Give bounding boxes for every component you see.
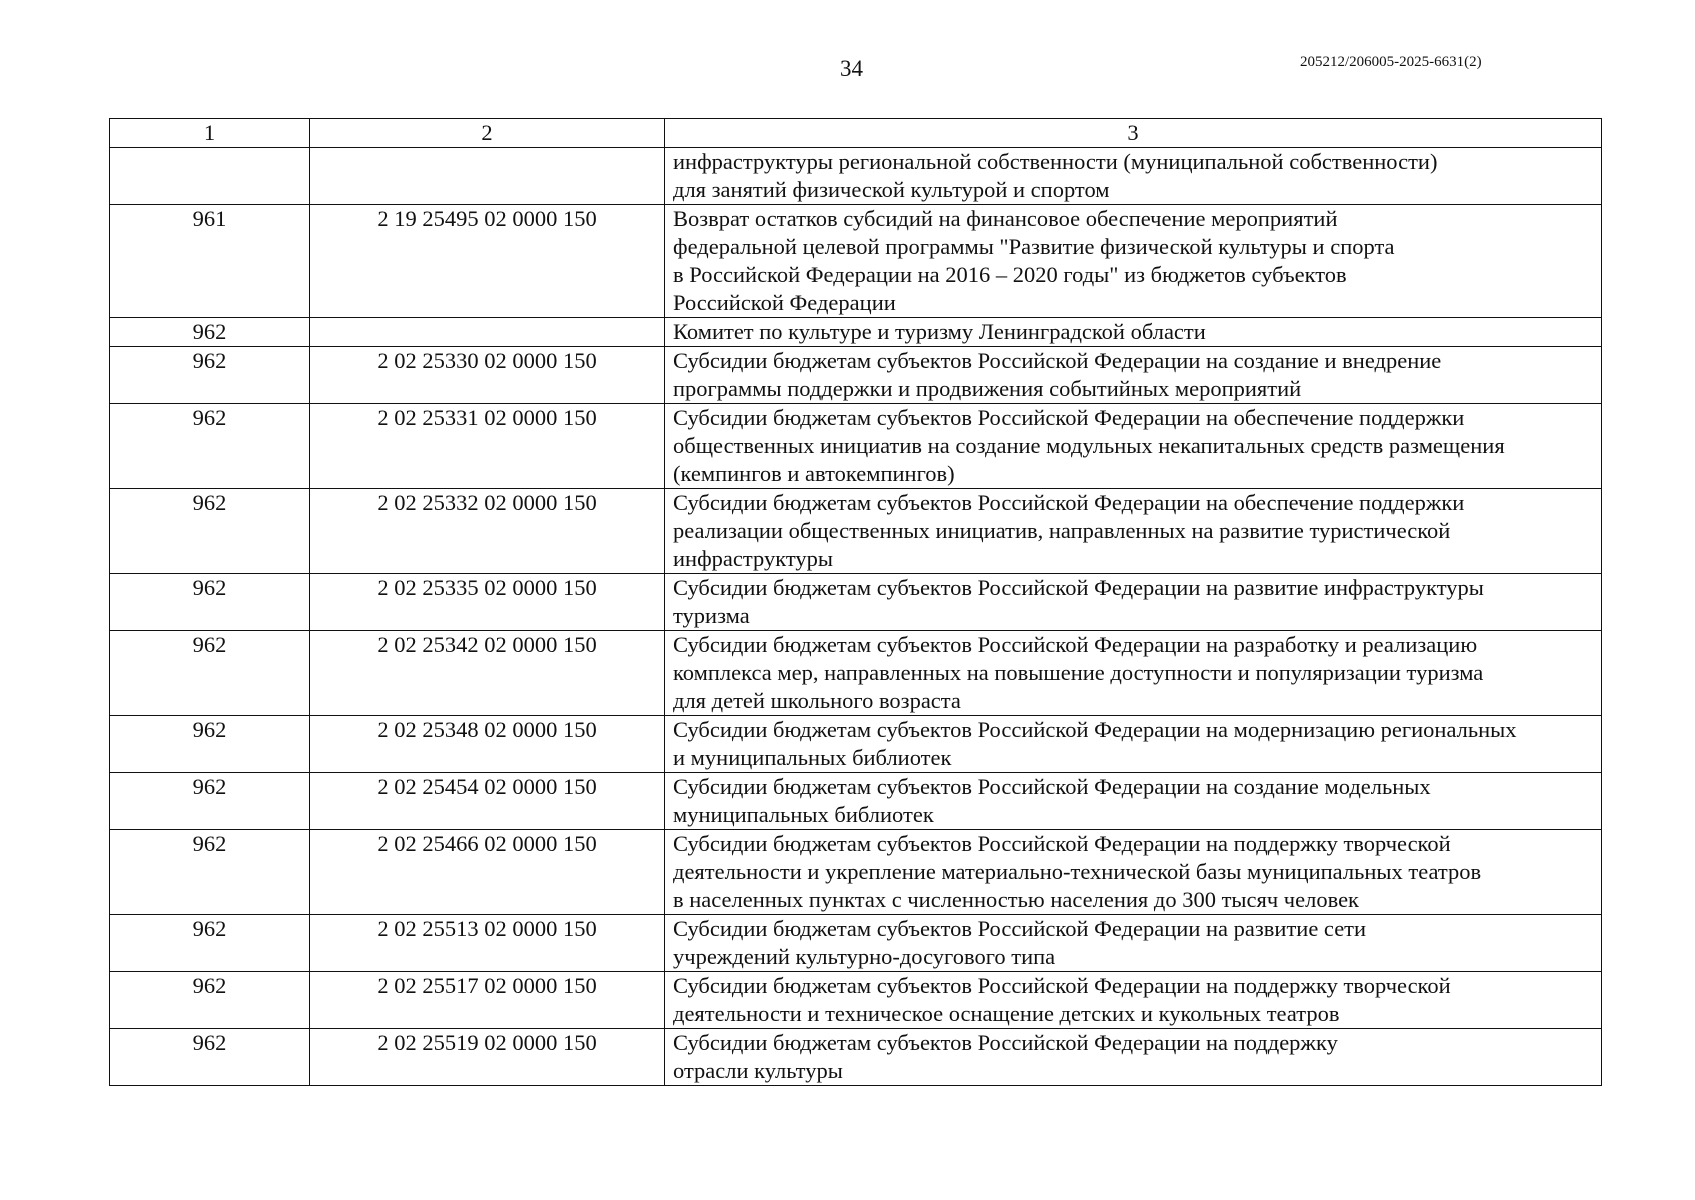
admin-code-cell: [110, 148, 310, 205]
table-header-row: [110, 119, 1602, 148]
admin-code-cell: 962: [110, 631, 310, 716]
table-row: [110, 574, 1602, 631]
admin-code-cell: 962: [110, 347, 310, 404]
description-line: федеральной целевой программы "Развитие физической культуры и спорта: [673, 234, 1395, 259]
admin-code-cell: 962: [110, 972, 310, 1029]
description-line: туризма: [673, 603, 750, 628]
admin-code-cell: 962: [110, 574, 310, 631]
description-line: учреждений культурно-досугового типа: [673, 944, 1056, 969]
description-line: инфраструктуры: [673, 546, 833, 571]
description-cell: [665, 205, 1602, 318]
description-line: отрасли культуры: [673, 1058, 843, 1083]
revenue-code-cell: 2 02 25348 02 0000 150: [310, 716, 665, 773]
description-line: комплекса мер, направленных на повышение доступности и популяризации туризма: [673, 660, 1484, 685]
description-line: реализации общественных инициатив, направленных на развитие туристической: [673, 518, 1451, 543]
description-line: программы поддержки и продвижения событийных мероприятий: [673, 376, 1302, 401]
description-cell: [665, 489, 1602, 574]
description-cell: [665, 773, 1602, 830]
description-cell: [665, 574, 1602, 631]
description-line: Субсидии бюджетам субъектов Российской Федерации на создание модельных: [673, 774, 1431, 799]
revenue-code-cell: 2 02 25454 02 0000 150: [310, 773, 665, 830]
table-row: [110, 404, 1602, 489]
budget-codes-table: [109, 118, 1602, 1086]
description-line: Субсидии бюджетам субъектов Российской Федерации на обеспечение поддержки: [673, 405, 1465, 430]
description-line: деятельности и укрепление материально-технической базы муниципальных театров: [673, 859, 1482, 884]
revenue-code-cell: 2 02 25335 02 0000 150: [310, 574, 665, 631]
description-line: Субсидии бюджетам субъектов Российской Федерации на поддержку творческой: [673, 831, 1451, 856]
description-line: Субсидии бюджетам субъектов Российской Федерации на разработку и реализацию: [673, 632, 1478, 657]
document-code: 205212/206005-2025-6631(2): [1300, 54, 1482, 70]
revenue-code-cell: 2 02 25332 02 0000 150: [310, 489, 665, 574]
revenue-code-cell: 2 02 25513 02 0000 150: [310, 915, 665, 972]
description-line: деятельности и техническое оснащение детских и кукольных театров: [673, 1001, 1340, 1026]
table-row: [110, 318, 1602, 347]
description-line: Комитет по культуре и туризму Ленинградской области: [673, 319, 1206, 344]
table-row: [110, 830, 1602, 915]
table-row: [110, 489, 1602, 574]
table-row: [110, 148, 1602, 205]
description-line: Субсидии бюджетам субъектов Российской Федерации на создание и внедрение: [673, 348, 1442, 373]
table-row: [110, 347, 1602, 404]
description-cell: [665, 148, 1602, 205]
table-header: [110, 119, 1602, 148]
admin-code-cell: 962: [110, 1029, 310, 1086]
table-row: [110, 972, 1602, 1029]
description-line: Субсидии бюджетам субъектов Российской Федерации на поддержку: [673, 1030, 1338, 1055]
description-line: и муниципальных библиотек: [673, 745, 952, 770]
revenue-code-cell: 2 19 25495 02 0000 150: [310, 205, 665, 318]
admin-code-cell: 962: [110, 716, 310, 773]
description-line: (кемпингов и автокемпингов): [673, 461, 955, 486]
description-line: инфраструктуры региональной собственности (муниципальной собственности): [673, 149, 1438, 174]
admin-code-cell: 961: [110, 205, 310, 318]
column-header-2: 2: [310, 119, 665, 148]
description-cell: [665, 1029, 1602, 1086]
description-cell: [665, 347, 1602, 404]
table-row: [110, 631, 1602, 716]
revenue-code-cell: 2 02 25330 02 0000 150: [310, 347, 665, 404]
description-cell: [665, 404, 1602, 489]
description-cell: [665, 631, 1602, 716]
description-line: в населенных пунктах с численностью населения до 300 тысяч человек: [673, 887, 1359, 912]
admin-code-cell: 962: [110, 773, 310, 830]
revenue-code-cell: [310, 148, 665, 205]
revenue-code-cell: 2 02 25519 02 0000 150: [310, 1029, 665, 1086]
admin-code-cell: 962: [110, 404, 310, 489]
table-row: [110, 716, 1602, 773]
description-line: Субсидии бюджетам субъектов Российской Федерации на поддержку творческой: [673, 973, 1451, 998]
description-line: общественных инициатив на создание модульных некапитальных средств размещения: [673, 433, 1505, 458]
description-line: Субсидии бюджетам субъектов Российской Федерации на модернизацию региональных: [673, 717, 1517, 742]
description-line: муниципальных библиотек: [673, 802, 934, 827]
description-cell: [665, 318, 1602, 347]
description-line: Возврат остатков субсидий на финансовое обеспечение мероприятий: [673, 206, 1338, 231]
admin-code-cell: 962: [110, 830, 310, 915]
admin-code-cell: 962: [110, 318, 310, 347]
column-header-3: 3: [665, 119, 1602, 148]
revenue-code-cell: 2 02 25342 02 0000 150: [310, 631, 665, 716]
revenue-code-cell: 2 02 25331 02 0000 150: [310, 404, 665, 489]
description-line: в Российской Федерации на 2016 – 2020 годы" из бюджетов субъектов: [673, 262, 1347, 287]
table-row: [110, 773, 1602, 830]
column-header-1: 1: [110, 119, 310, 148]
revenue-code-cell: 2 02 25466 02 0000 150: [310, 830, 665, 915]
admin-code-cell: 962: [110, 489, 310, 574]
description-cell: [665, 915, 1602, 972]
revenue-code-cell: [310, 318, 665, 347]
description-line: для детей школьного возраста: [673, 688, 961, 713]
description-line: для занятий физической культурой и спортом: [673, 177, 1110, 202]
description-line: Субсидии бюджетам субъектов Российской Федерации на развитие инфраструктуры: [673, 575, 1484, 600]
table-body: [110, 148, 1602, 1086]
description-line: Российской Федерации: [673, 290, 896, 315]
table-row: [110, 205, 1602, 318]
description-cell: [665, 830, 1602, 915]
page-number: 34: [840, 56, 863, 81]
description-line: Субсидии бюджетам субъектов Российской Федерации на обеспечение поддержки: [673, 490, 1465, 515]
table-row: [110, 1029, 1602, 1086]
description-cell: [665, 972, 1602, 1029]
admin-code-cell: 962: [110, 915, 310, 972]
revenue-code-cell: 2 02 25517 02 0000 150: [310, 972, 665, 1029]
table-row: [110, 915, 1602, 972]
description-line: Субсидии бюджетам субъектов Российской Федерации на развитие сети: [673, 916, 1367, 941]
description-cell: [665, 716, 1602, 773]
